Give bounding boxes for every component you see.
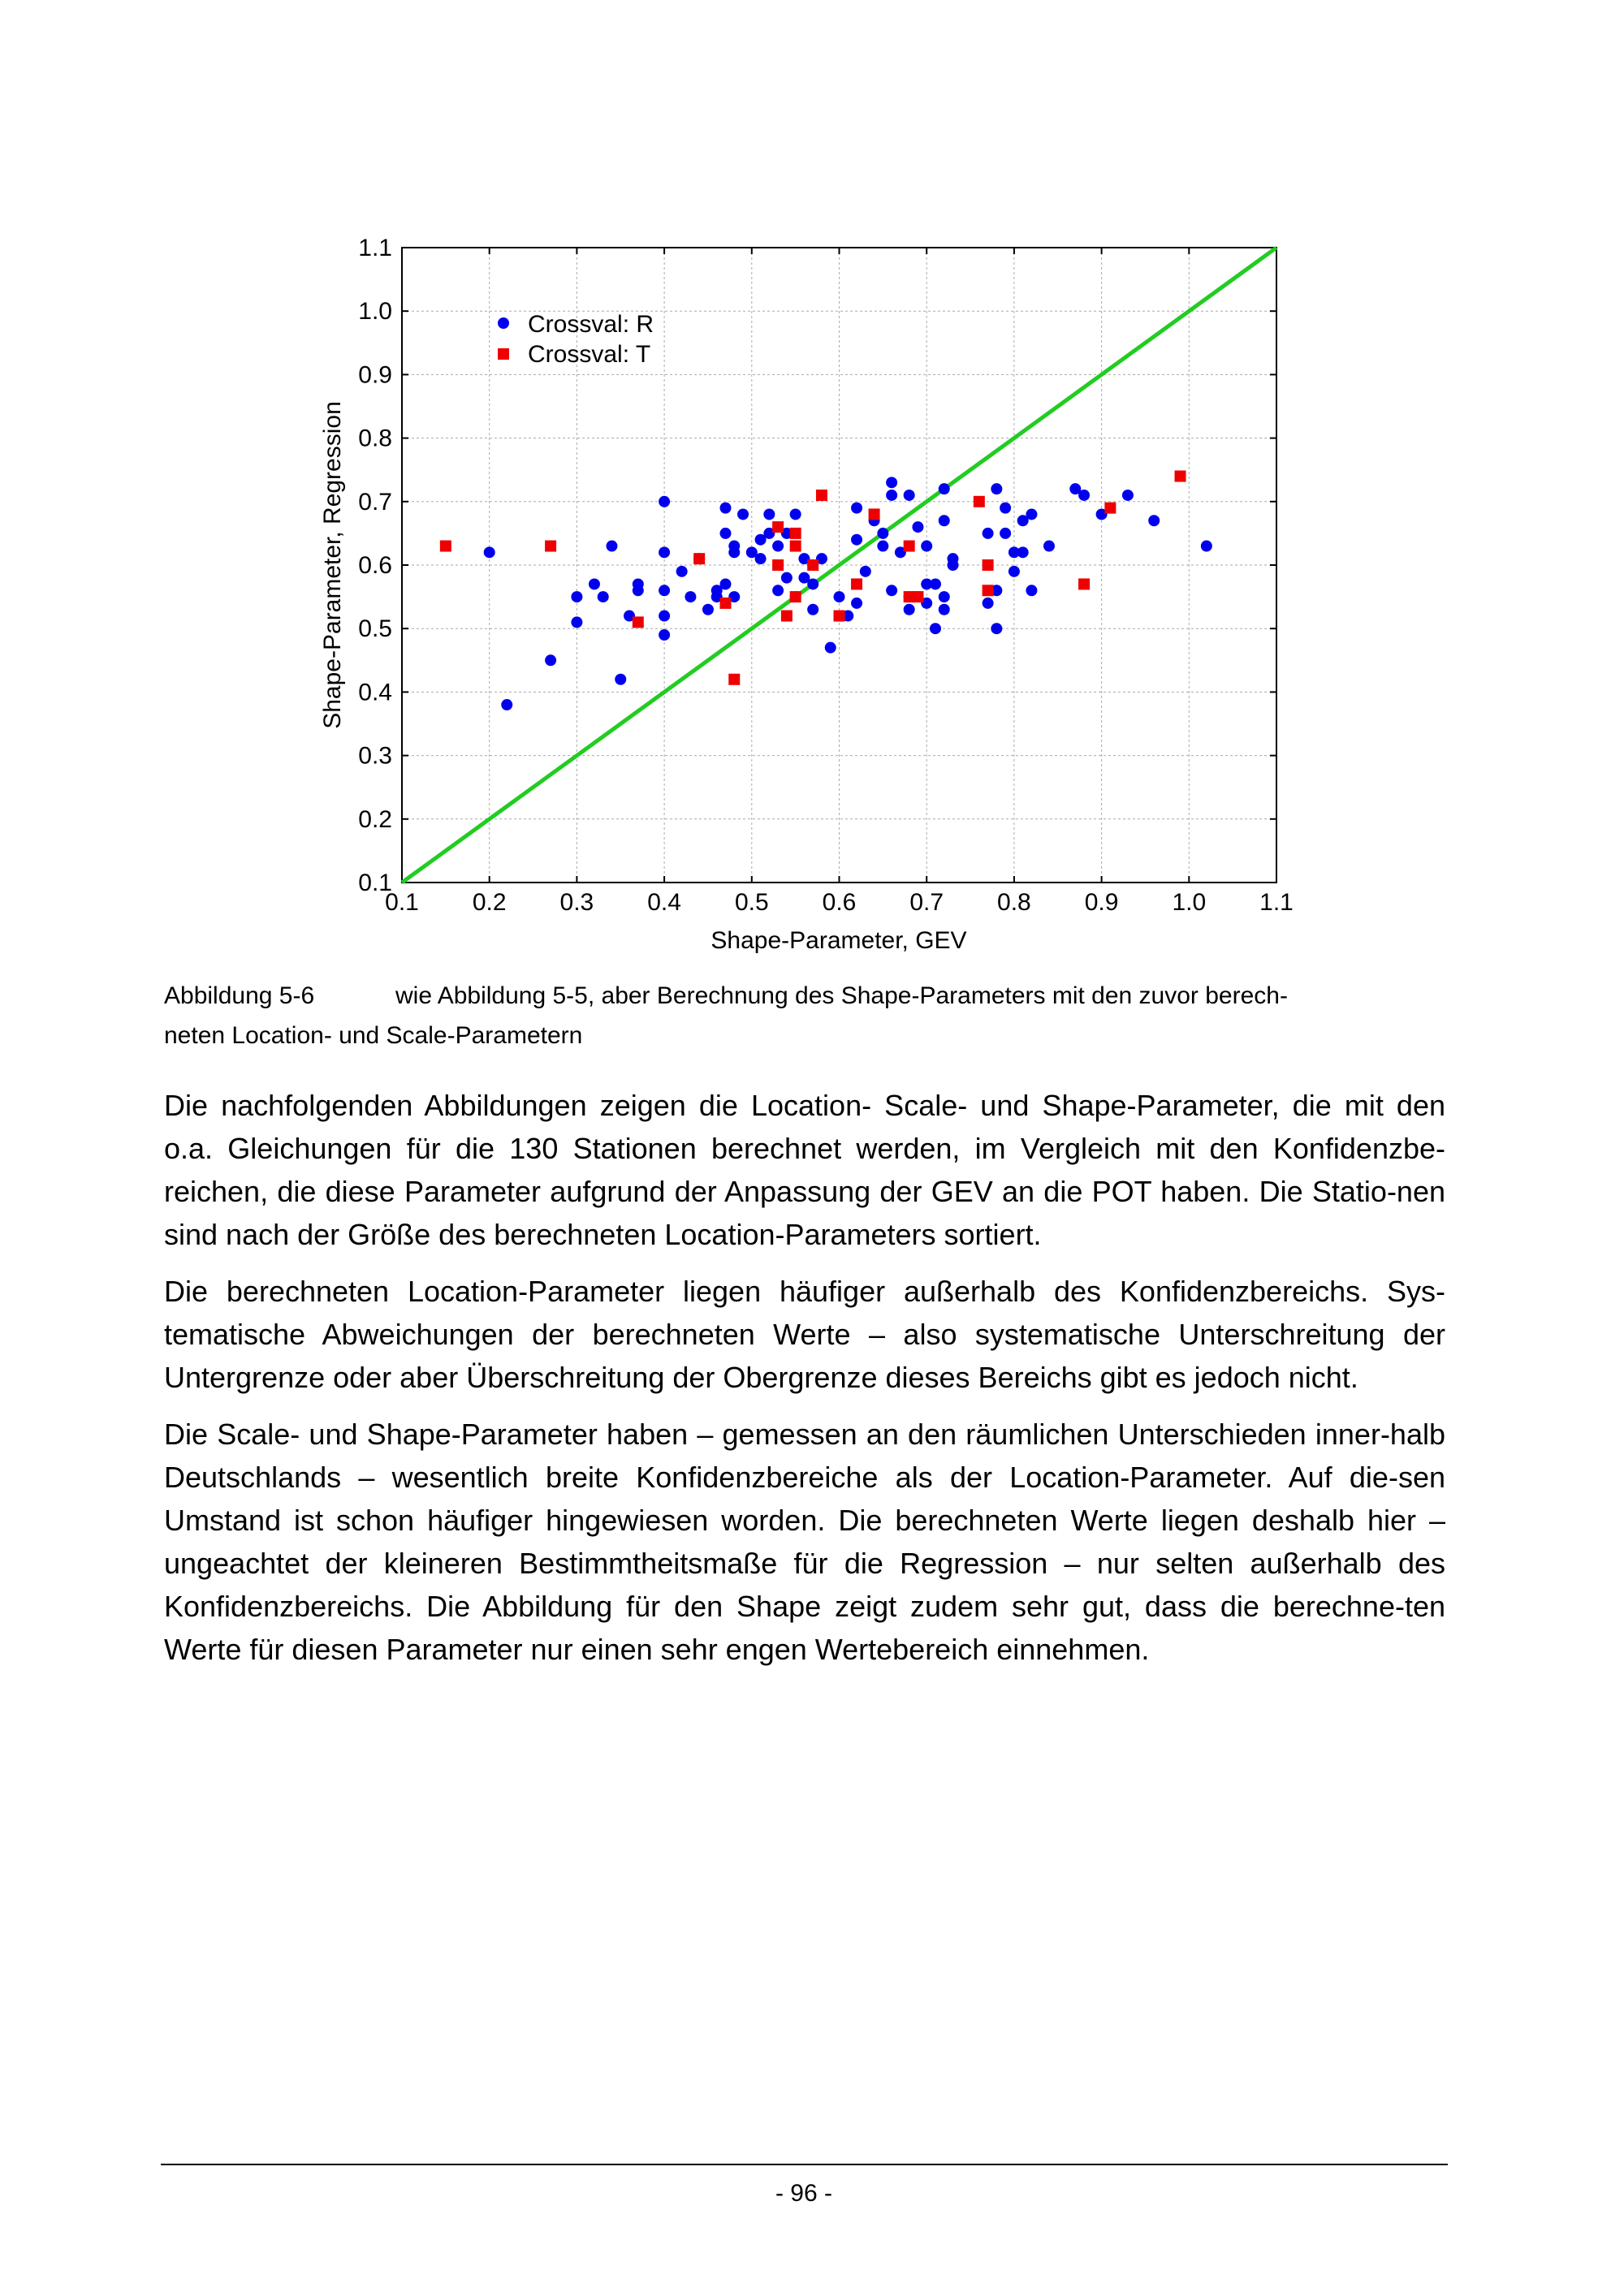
data-point-r bbox=[606, 541, 617, 552]
data-point-r bbox=[1026, 585, 1037, 596]
data-point-r bbox=[633, 578, 644, 589]
legend-label-r: Crossval: R bbox=[528, 311, 654, 338]
data-point-t bbox=[545, 541, 556, 552]
data-point-r bbox=[501, 699, 512, 710]
data-point-t bbox=[1078, 578, 1090, 589]
y-tick-label: 0.8 bbox=[358, 425, 392, 452]
data-point-t bbox=[904, 541, 915, 552]
data-point-r bbox=[685, 591, 696, 602]
data-point-r bbox=[1000, 503, 1011, 514]
data-point-r bbox=[939, 591, 950, 602]
legend-marker-r bbox=[498, 317, 509, 329]
data-point-r bbox=[991, 623, 1002, 634]
data-point-r bbox=[1043, 541, 1055, 552]
legend-label-t: Crossval: T bbox=[528, 341, 651, 368]
x-tick-label: 1.0 bbox=[1172, 889, 1207, 916]
data-point-r bbox=[851, 534, 862, 546]
data-point-t bbox=[983, 585, 994, 596]
data-point-t bbox=[440, 541, 451, 552]
data-point-r bbox=[781, 572, 793, 584]
data-point-r bbox=[1122, 490, 1134, 501]
figure-caption bbox=[164, 976, 1447, 1055]
body-text bbox=[164, 1084, 1445, 1685]
y-tick-label: 0.7 bbox=[358, 488, 392, 516]
data-point-r bbox=[772, 585, 784, 596]
data-point-r bbox=[807, 578, 818, 589]
y-tick-label: 1.1 bbox=[358, 235, 392, 261]
x-tick-label: 0.5 bbox=[734, 889, 769, 916]
y-tick-label: 0.1 bbox=[358, 870, 392, 896]
data-point-r bbox=[834, 591, 845, 602]
data-point-r bbox=[904, 490, 915, 501]
data-point-r bbox=[930, 623, 941, 634]
y-tick-label: 0.2 bbox=[358, 805, 392, 833]
data-point-r bbox=[719, 528, 731, 539]
data-point-t bbox=[974, 496, 985, 507]
y-tick-label: 1.0 bbox=[358, 298, 392, 326]
x-tick-label: 0.4 bbox=[647, 889, 681, 916]
data-point-r bbox=[719, 503, 731, 514]
data-point-r bbox=[939, 515, 950, 526]
x-tick-label: 0.9 bbox=[1084, 889, 1119, 916]
data-point-r bbox=[790, 508, 801, 520]
caption-line-1: wie Abbildung 5-5, aber Berechnung des Shape-Parameters mit den zuvor berech- bbox=[395, 982, 1288, 1009]
legend-marker-t bbox=[498, 348, 509, 360]
data-point-t bbox=[633, 616, 644, 628]
x-tick-label: 0.3 bbox=[559, 889, 594, 916]
data-point-r bbox=[702, 604, 714, 615]
x-tick-labels bbox=[385, 889, 1294, 916]
data-point-r bbox=[851, 598, 862, 609]
data-point-t bbox=[869, 508, 880, 520]
data-point-r bbox=[598, 591, 609, 602]
data-point-r bbox=[589, 578, 600, 589]
paragraph-2: Die berechneten Location-Parameter liegen häufiger außerhalb des Konfidenzbereichs. Sys-tematische Abweichungen der berechneten Werte – also systematische Unterschreitung der Untergrenze oder aber Überschreitung der Obergrenze dieses Bereichs gibt es jedoch nicht. bbox=[164, 1275, 1445, 1394]
data-point-t bbox=[807, 559, 818, 571]
scatter-chart bbox=[309, 231, 1315, 962]
data-point-t bbox=[790, 591, 801, 602]
data-point-t bbox=[834, 611, 845, 622]
x-tick-label: 0.6 bbox=[822, 889, 857, 916]
data-point-r bbox=[860, 566, 871, 577]
data-point-t bbox=[772, 559, 784, 571]
data-point-r bbox=[912, 521, 923, 533]
data-point-r bbox=[930, 578, 941, 589]
data-point-t bbox=[719, 598, 731, 609]
data-point-t bbox=[790, 528, 801, 539]
data-point-t bbox=[781, 611, 793, 622]
paragraph-1: Die nachfolgenden Abbildungen zeigen die Location- Scale- und Shape-Parameter, die mit den o.a. Gleichungen für die 130 Stationen berechnet werden, im Vergleich mit den Konfidenzbe-reichen, die diese Parameter aufgrund der Anpassung der GEV an die POT haben. Die Statio-nen sind nach der Größe des berechneten Location-Parameters sortiert. bbox=[164, 1089, 1445, 1251]
x-tick-label: 1.1 bbox=[1259, 889, 1294, 916]
data-point-r bbox=[886, 477, 897, 488]
data-point-r bbox=[545, 654, 556, 666]
page-number: - 96 - bbox=[775, 2180, 833, 2207]
y-tick-label: 0.6 bbox=[358, 552, 392, 579]
data-point-r bbox=[659, 496, 670, 507]
data-point-r bbox=[676, 566, 688, 577]
data-point-t bbox=[983, 559, 994, 571]
data-point-r bbox=[728, 541, 740, 552]
y-tick-label: 0.4 bbox=[358, 679, 392, 706]
data-point-t bbox=[772, 521, 784, 533]
data-point-r bbox=[659, 585, 670, 596]
data-point-r bbox=[659, 611, 670, 622]
data-point-t bbox=[728, 674, 740, 685]
data-point-r bbox=[571, 591, 582, 602]
x-tick-label: 0.8 bbox=[997, 889, 1031, 916]
x-tick-label: 0.7 bbox=[909, 889, 944, 916]
data-point-r bbox=[737, 508, 749, 520]
footer-rule bbox=[161, 2164, 1448, 2165]
data-point-t bbox=[1104, 503, 1116, 514]
y-axis-label: Shape-Parameter, Regression bbox=[319, 401, 346, 729]
data-point-r bbox=[877, 528, 888, 539]
x-tick-label: 0.1 bbox=[385, 889, 419, 916]
data-point-r bbox=[772, 541, 784, 552]
data-point-r bbox=[886, 585, 897, 596]
data-point-t bbox=[912, 591, 923, 602]
data-point-r bbox=[886, 490, 897, 501]
data-point-r bbox=[1026, 508, 1037, 520]
data-point-r bbox=[659, 546, 670, 558]
data-point-r bbox=[983, 528, 994, 539]
data-point-t bbox=[693, 553, 705, 564]
data-point-r bbox=[851, 503, 862, 514]
data-point-r bbox=[719, 578, 731, 589]
data-point-r bbox=[763, 508, 775, 520]
caption-label: Abbildung 5-6 bbox=[164, 982, 315, 1009]
data-point-r bbox=[755, 553, 767, 564]
data-point-r bbox=[921, 541, 932, 552]
data-point-r bbox=[1017, 546, 1029, 558]
data-point-r bbox=[1000, 528, 1011, 539]
y-tick-label: 0.3 bbox=[358, 742, 392, 770]
data-point-r bbox=[904, 604, 915, 615]
data-point-r bbox=[1148, 515, 1160, 526]
data-point-r bbox=[877, 541, 888, 552]
y-tick-labels bbox=[358, 235, 392, 896]
data-point-r bbox=[1078, 490, 1090, 501]
x-axis-label: Shape-Parameter, GEV bbox=[710, 927, 967, 954]
paragraph-3: Die Scale- und Shape-Parameter haben – gemessen an den räumlichen Unterschieden inner-halb Deutschlands – wesentlich breite Konfidenzbereiche als der Location-Parameter. Auf die-sen Umstand ist schon häufiger hingewiesen worden. Die berechneten Werte liegen deshalb hier – ungeachtet der kleineren Bestimmtheitsmaße für die Regression – nur selten außerhalb des Konfidenzbereichs. Die Abbildung für den Shape zeigt zudem sehr gut, dass die berechne-ten Werte für diesen Parameter nur einen sehr engen Wertebereich einnehmen. bbox=[164, 1418, 1445, 1666]
data-point-t bbox=[851, 578, 862, 589]
data-point-r bbox=[983, 598, 994, 609]
y-tick-label: 0.5 bbox=[358, 615, 392, 643]
data-point-r bbox=[484, 546, 495, 558]
data-point-t bbox=[816, 490, 827, 501]
data-point-r bbox=[948, 559, 959, 571]
data-point-r bbox=[571, 616, 582, 628]
caption-line-2: neten Location- und Scale-Parametern bbox=[164, 1022, 583, 1049]
y-tick-label: 0.9 bbox=[358, 361, 392, 389]
data-point-r bbox=[1009, 566, 1020, 577]
data-point-r bbox=[659, 629, 670, 641]
data-point-r bbox=[825, 642, 836, 654]
data-point-r bbox=[939, 483, 950, 494]
data-point-r bbox=[615, 674, 626, 685]
data-point-r bbox=[1201, 541, 1212, 552]
data-point-t bbox=[790, 541, 801, 552]
x-tick-label: 0.2 bbox=[472, 889, 507, 916]
data-point-r bbox=[807, 604, 818, 615]
data-point-r bbox=[939, 604, 950, 615]
data-point-t bbox=[1175, 471, 1186, 482]
data-point-r bbox=[991, 483, 1002, 494]
